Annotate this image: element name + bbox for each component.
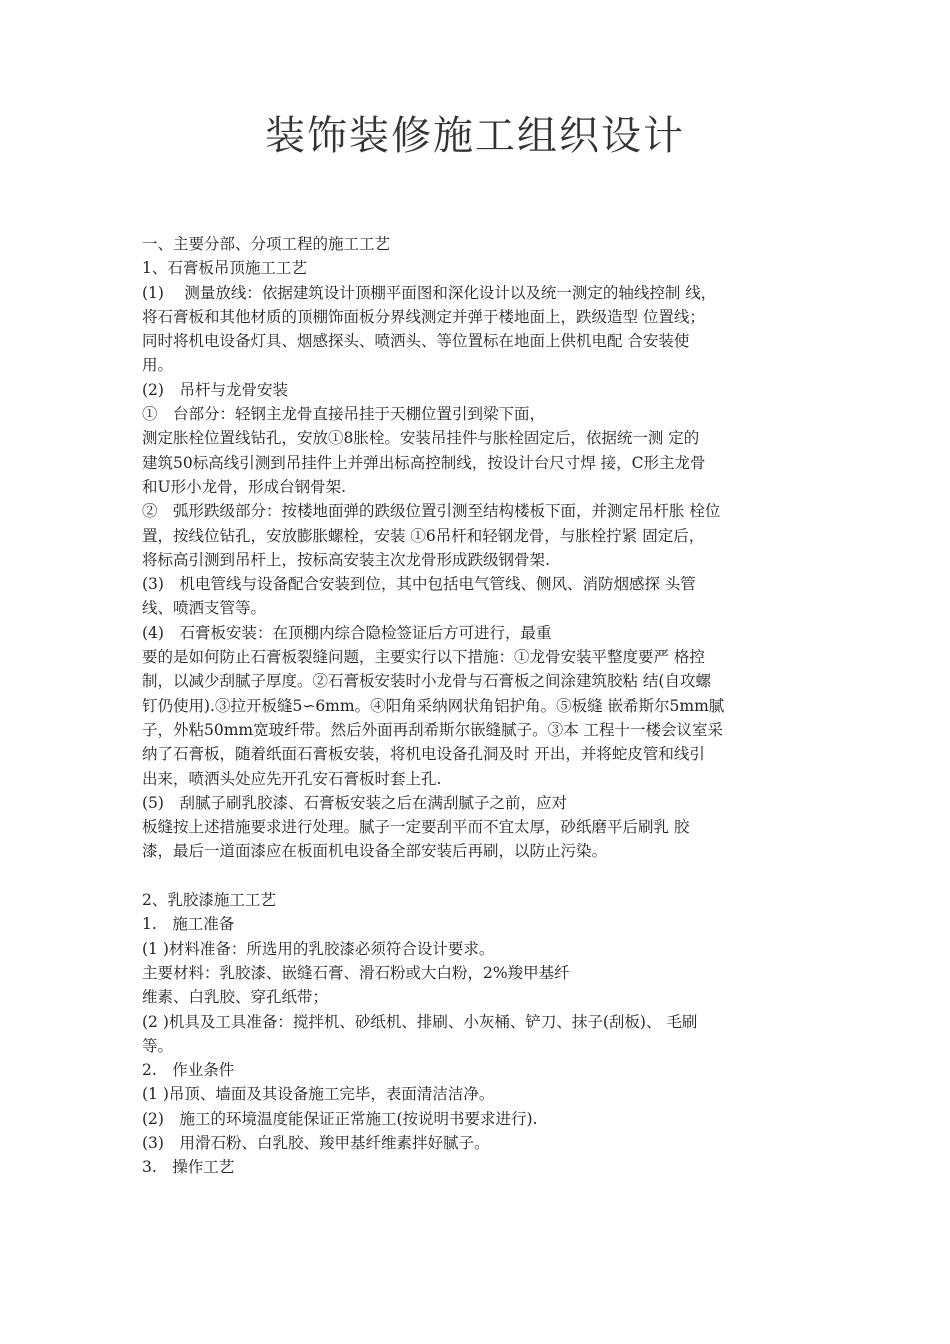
text-line: 纳了石膏板，随着纸面石膏板安装，将机电设备孔洞及时 开出，并将蛇皮管和线引 bbox=[142, 745, 705, 764]
text-line: 将石膏板和其他材质的顶棚饰面板分界线测定并弹于楼地面上，跌级造型 位置线； bbox=[142, 307, 705, 326]
text-line: (2) 吊杆与龙骨安装 bbox=[142, 380, 288, 399]
blank-line bbox=[142, 864, 822, 888]
text-line: 2、乳胶漆施工工艺 bbox=[142, 891, 276, 910]
text-line: (1 )吊顶、墙面及其设备施工完毕，表面清洁洁净。 bbox=[142, 1085, 495, 1104]
text-line: (1) 测量放线：依据建筑设计顶棚平面图和深化设计以及统一测定的轴线控制 线， bbox=[142, 283, 717, 302]
text-line: 一、主要分部、分项工程的施工工艺 bbox=[142, 235, 391, 253]
text-line: 等。 bbox=[142, 1036, 174, 1055]
text-line: 建筑50标高线引测到吊挂件上并弹出标高控制线，按设计台尺寸焊 接，C形主龙骨 bbox=[142, 453, 706, 472]
text-line: 用。 bbox=[142, 356, 174, 375]
text-line: (5) 刮腻子刷乳胶漆、石膏板安装之后在满刮腻子之前，应对 bbox=[142, 793, 567, 812]
text-line: 出来，喷洒头处应先开孔安石膏板时套上孔. bbox=[142, 769, 442, 788]
text-line: 子，外粘50mm宽玻纤带。然后外面再刮希斯尔嵌缝腻子。③本 工程十一楼会议室采 bbox=[142, 720, 724, 739]
text-line: 测定胀栓位置线钻孔，安放①8胀栓。安装吊挂件与胀栓固定后，依据统一测 定的 bbox=[142, 429, 700, 448]
text-line: 2. 作业条件 bbox=[142, 1061, 235, 1080]
text-line: 制，以减少刮腻子厚度。②石膏板安装时小龙骨与石膏板之间涂建筑胶粘 结(自攻螺 bbox=[142, 672, 711, 691]
text-line: (1 )材料准备：所选用的乳胶漆必须符合设计要求。 bbox=[142, 939, 495, 958]
text-line: (2) 施工的环境温度能保证正常施工(按说明书要求进行). bbox=[142, 1109, 538, 1128]
text-line: 漆，最后一道面漆应在板面机电设备全部安装后再刷，以防止污染。 bbox=[142, 842, 608, 861]
text-line: (3) 机电管线与设备配合安装到位，其中包括电气管线、侧风、消防烟感探 头管 bbox=[142, 575, 696, 594]
text-line: (4) 石膏板安装：在顶棚内综合隐检签证后方可进行，最重 bbox=[142, 623, 552, 642]
text-line: 要的是如何防止石膏板裂缝问题，主要实行以下措施：①龙骨安装平整度要严 格控 bbox=[142, 648, 705, 667]
document-body bbox=[142, 232, 822, 1180]
text-line: 钉仍使用).③拉开板缝5∽6mm。④阳角采纳网状角铝护角。⑤板缝 嵌希斯尔5mm腻 bbox=[142, 696, 725, 715]
document-title: 装饰装修施工组织设计 bbox=[265, 113, 685, 159]
text-line: ② 弧形跌级部分：按楼地面弹的跌级位置引测至结构楼板下面，并测定吊杆胀 栓位 bbox=[142, 502, 721, 521]
text-line: 和U形小龙骨，形成台钢骨架. bbox=[142, 477, 346, 496]
text-line: 1、石膏板吊顶施工工艺 bbox=[142, 259, 307, 278]
text-line: 主要材料：乳胶漆、嵌缝石膏、滑石粉或大白粉，2%羧甲基纤 bbox=[142, 963, 570, 982]
text-line: (3) 用滑石粉、白乳胶、羧甲基纤维素拌好腻子。 bbox=[142, 1133, 490, 1152]
text-line: (2 )机具及工具准备：搅拌机、砂纸机、排刷、小灰桶、铲刀、抹子(刮板)、 毛刷 bbox=[142, 1012, 698, 1031]
text-line: ① 台部分：轻钢主龙骨直接吊挂于天棚位置引到梁下面， bbox=[142, 405, 546, 424]
text-line: 1. 施工准备 bbox=[142, 915, 235, 934]
text-line: 3. 操作工艺 bbox=[142, 1158, 235, 1177]
text-line: 维素、白乳胶、穿孔纸带； bbox=[142, 988, 329, 1007]
text-line: 同时将机电设备灯具、烟感探头、喷洒头、等位置标在地面上供机电配 合安装使 bbox=[142, 332, 690, 351]
text-line: 将标高引测到吊杆上，按标高安装主次龙骨形成跌级钢骨架. bbox=[142, 550, 550, 569]
text-line: 板缝按上述措施要求进行处理。腻子一定要刮平而不宜太厚，砂纸磨平后刷乳 胶 bbox=[142, 818, 690, 837]
text-line: 置，按线位钻孔，安放膨胀螺栓，安装 ①6吊杆和轻钢龙骨，与胀栓拧紧 固定后， bbox=[142, 526, 705, 545]
text-line: 线、喷洒支管等。 bbox=[142, 599, 267, 618]
